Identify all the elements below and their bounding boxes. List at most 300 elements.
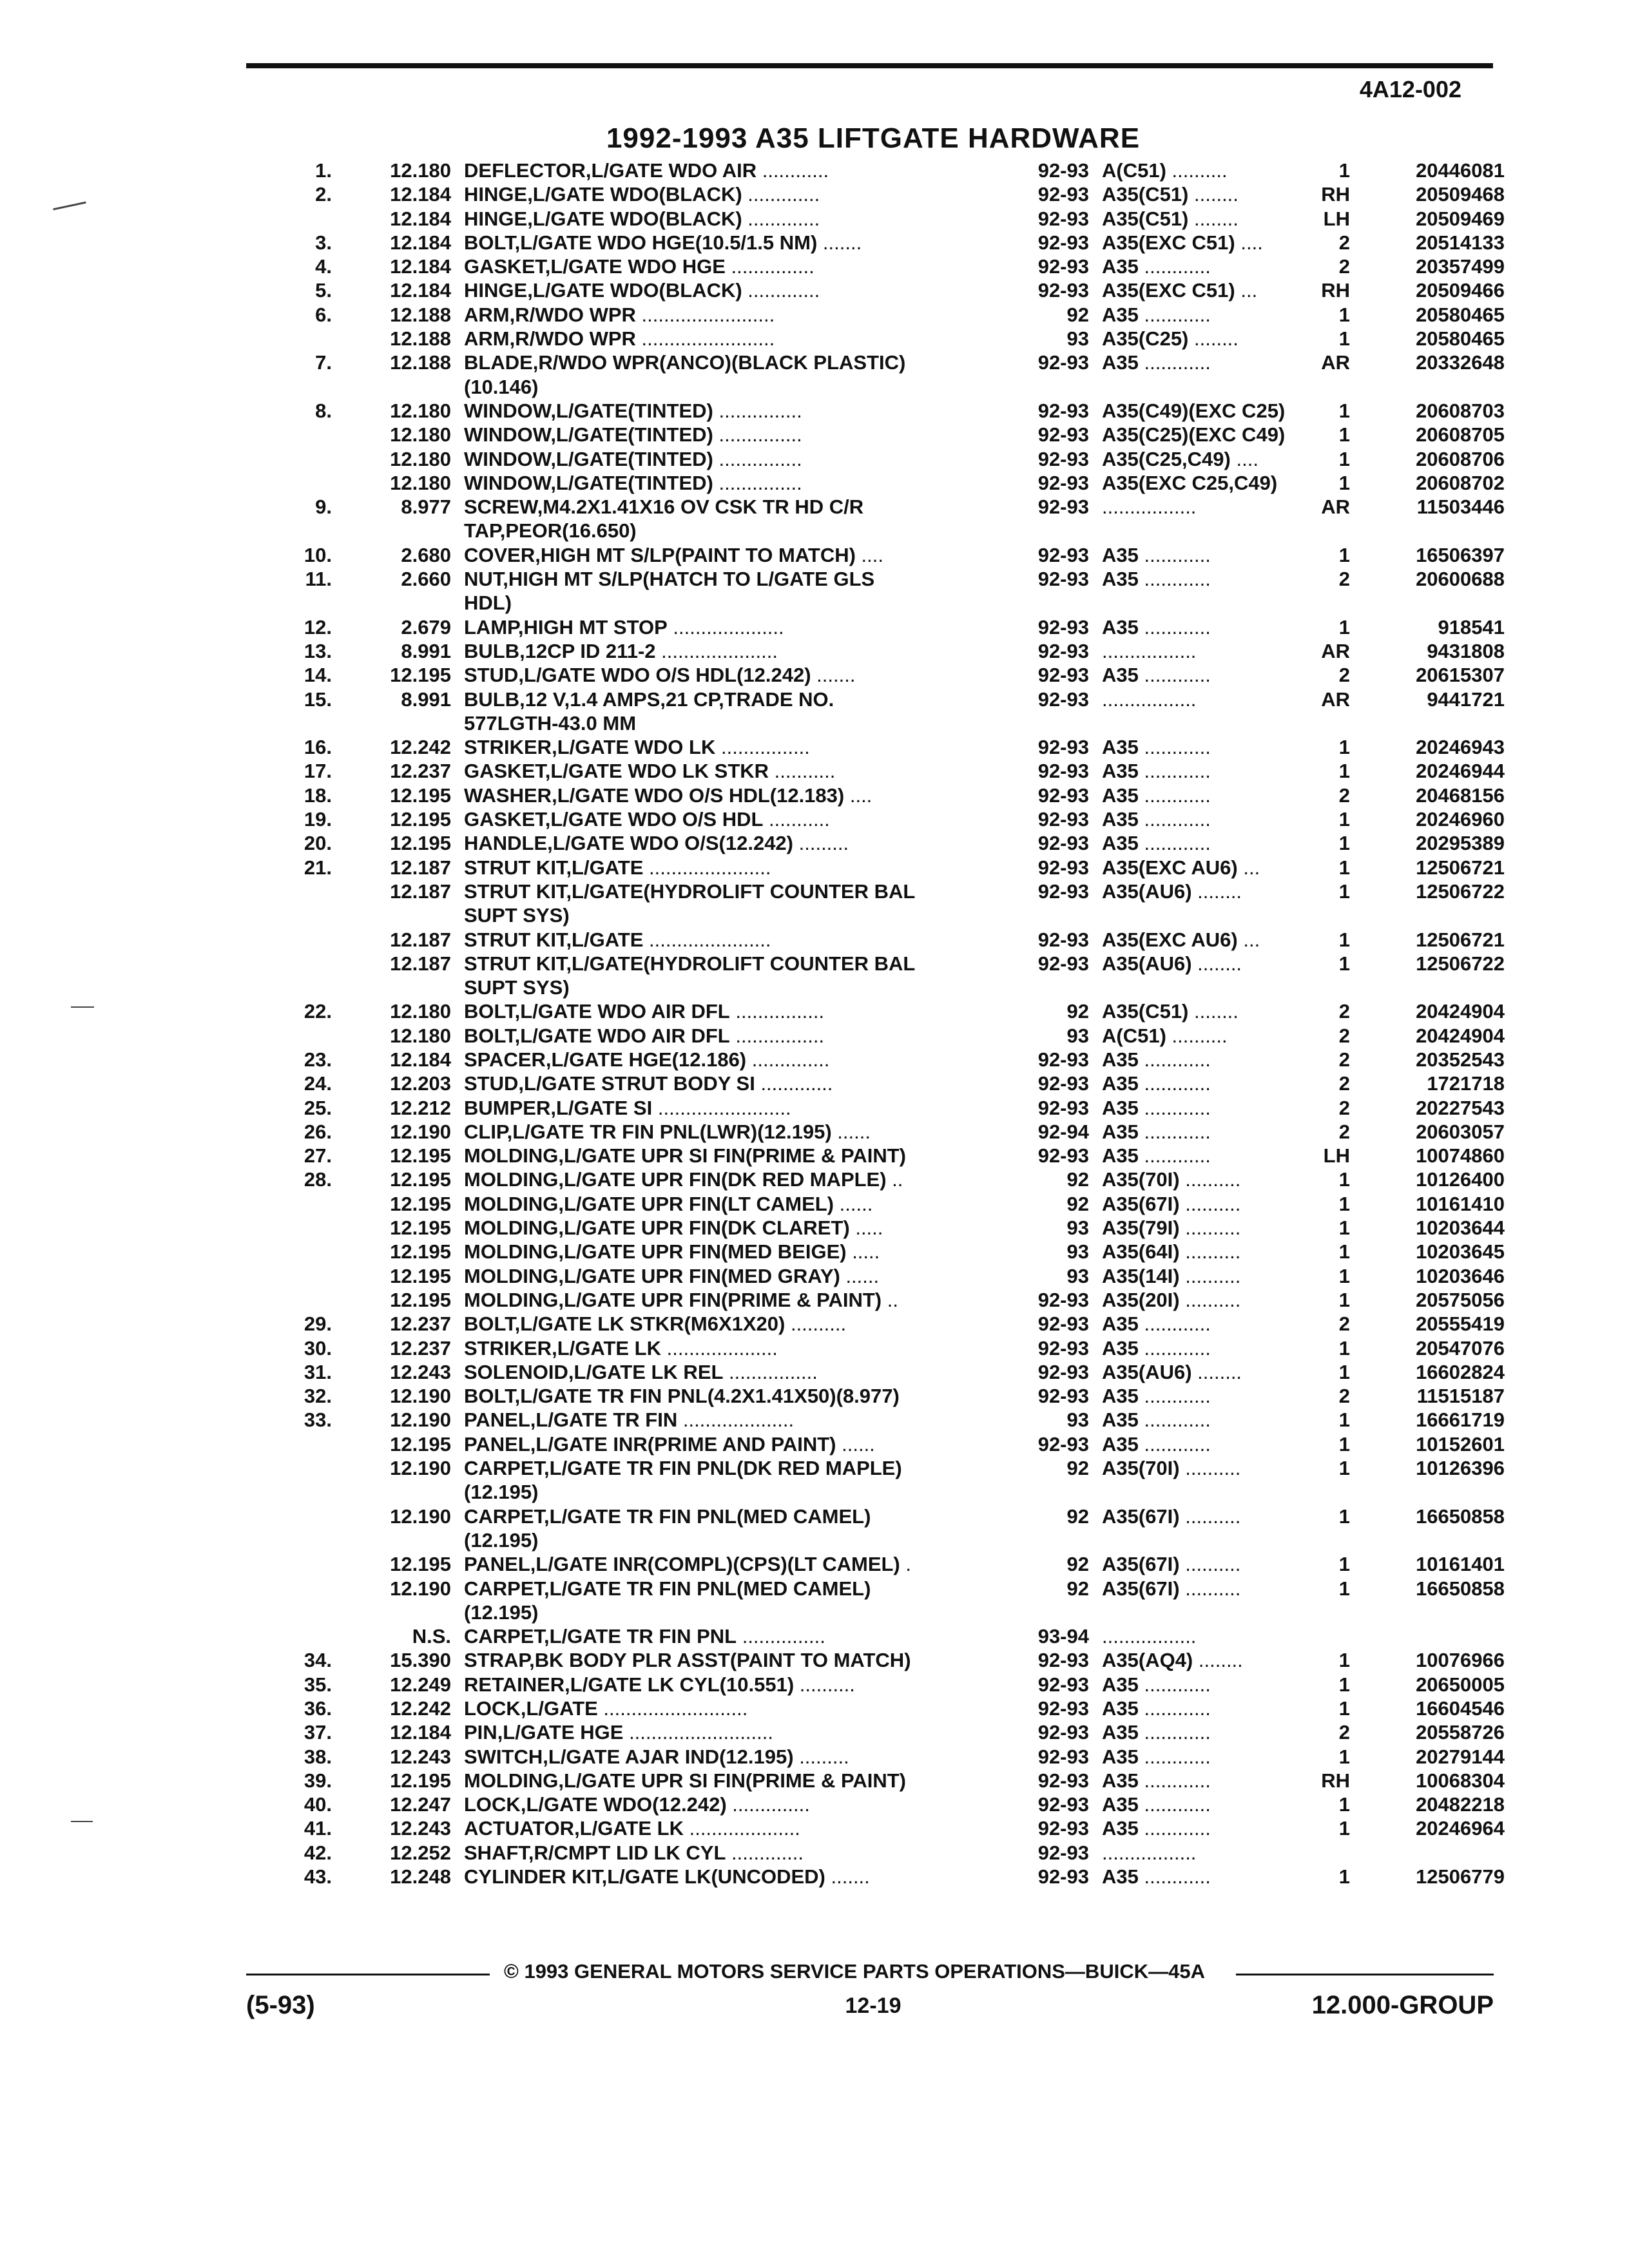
quantity	[1305, 975, 1350, 999]
table-row-continuation	[258, 519, 1505, 543]
part-detail: ,HIGH MT S/LP(HATCH TO L/GATE GLS	[503, 568, 875, 591]
group-number: 12.180	[390, 399, 451, 422]
part-detail: (12.195)	[464, 1600, 539, 1624]
quantity: 2	[1338, 255, 1350, 278]
part-name: MOLDING	[464, 1288, 559, 1311]
group-number: 12.243	[390, 1360, 451, 1383]
part-number: 20575056	[1416, 1288, 1505, 1311]
part-name: BULB	[464, 639, 520, 662]
group-number: 12.195	[390, 1216, 451, 1240]
quantity: 1	[1338, 159, 1350, 182]
model-option	[1089, 735, 1305, 759]
part-detail: ,BK BODY PLR ASST(PAINT TO MATCH)	[529, 1649, 911, 1672]
leader-dots: ............	[1138, 1096, 1211, 1119]
model-years: 92-93	[1037, 471, 1089, 494]
table-row	[258, 278, 1505, 302]
part-number	[1350, 903, 1505, 927]
model-option	[1089, 1577, 1305, 1600]
table-row	[258, 1552, 1505, 1576]
table-row	[258, 1360, 1505, 1384]
leader-dots: .................	[1102, 495, 1197, 519]
item-index: 1.	[315, 159, 332, 182]
leader-dots: ............	[1138, 783, 1211, 807]
option-code: A35	[1102, 1697, 1139, 1720]
part-detail: ,L/GATE UPR FIN(PRIME & PAINT)	[558, 1288, 882, 1311]
group-number: 15.390	[390, 1649, 451, 1672]
part-description	[451, 1673, 1008, 1696]
part-description	[451, 1312, 1008, 1336]
option-code: A35	[1102, 1721, 1139, 1744]
model-years: 92-93	[1037, 351, 1089, 374]
table-row	[258, 1769, 1505, 1792]
leader-dots: .............	[742, 183, 820, 206]
part-name: MOLDING	[464, 1168, 559, 1191]
part-description	[451, 1816, 1008, 1840]
date-code: (5-93)	[246, 1991, 315, 2019]
model-years: 93	[1066, 1216, 1089, 1240]
leader-dots: ............	[757, 159, 829, 182]
part-description	[451, 928, 1008, 952]
part-name: BUMPER	[464, 1096, 551, 1119]
leader-dots: ......	[836, 1432, 875, 1456]
table-row	[258, 999, 1505, 1023]
group-number: 12.195	[390, 1769, 451, 1792]
quantity: 1	[1338, 1336, 1350, 1360]
part-detail: ,L/GATE UPR FIN(MED GRAY)	[558, 1264, 840, 1287]
part-name: COVER	[464, 543, 535, 566]
quantity: 1	[1338, 1649, 1350, 1672]
table-row	[258, 831, 1505, 855]
table-row	[258, 1096, 1505, 1120]
margin-mark	[71, 1821, 93, 1822]
part-description	[451, 1480, 1008, 1504]
option-code: A35	[1102, 1312, 1139, 1336]
part-detail: ,L/GATE LK STKR(M6X1X20)	[514, 1312, 786, 1336]
model-years: 92-93	[1037, 1072, 1089, 1095]
item-index: 26.	[304, 1120, 332, 1143]
part-description	[451, 231, 1008, 255]
item-index: 38.	[304, 1745, 332, 1768]
part-number: 20509468	[1416, 183, 1505, 206]
leader-dots: .............	[755, 1072, 833, 1095]
part-number: 10126400	[1416, 1168, 1505, 1191]
quantity: 1	[1338, 303, 1350, 326]
leader-dots: ......	[840, 1264, 880, 1287]
model-option	[1089, 231, 1305, 255]
part-detail: ,L/GATE WDO HGE(10.5/1.5 NM)	[514, 231, 818, 254]
group-number: 8.991	[401, 639, 451, 662]
group-number	[332, 1528, 451, 1552]
model-option	[1089, 1360, 1305, 1384]
part-name: BOLT	[464, 1385, 515, 1408]
model-years: 92-93	[1037, 1385, 1089, 1408]
leader-dots: .......	[825, 1865, 870, 1888]
model-years: 92-93	[1037, 1288, 1089, 1311]
model-years: 92	[1066, 1577, 1089, 1600]
leader-dots: ............	[1138, 1408, 1211, 1432]
leader-dots: ...........	[769, 760, 836, 783]
model-years: 92-93	[1037, 1697, 1089, 1720]
part-number: 20608702	[1416, 471, 1505, 494]
part-number: 11503446	[1416, 495, 1505, 519]
part-detail: ,L/GATE INR(COMPL)(CPS)(LT CAMEL)	[530, 1553, 900, 1576]
option-code: A35	[1102, 255, 1139, 278]
part-number: 20603057	[1416, 1120, 1505, 1143]
leader-dots: ..........	[1179, 1264, 1241, 1287]
item-index: 35.	[304, 1673, 332, 1696]
part-number: 12506722	[1416, 952, 1505, 975]
option-code: A35(AQ4)	[1102, 1649, 1193, 1672]
table-row	[258, 1504, 1505, 1528]
quantity: 1	[1338, 760, 1350, 783]
leader-dots: ...............	[713, 471, 802, 494]
part-detail: ,L/GATE UPR FIN(DK RED MAPLE)	[558, 1168, 887, 1191]
part-number: 20555419	[1416, 1312, 1505, 1336]
part-number: 20608703	[1416, 399, 1505, 422]
quantity: 1	[1338, 399, 1350, 422]
group-number: 2.679	[401, 615, 451, 639]
item-index: 29.	[304, 1312, 332, 1336]
item-index	[258, 1432, 332, 1456]
leader-dots: ............	[1138, 543, 1211, 566]
table-row	[258, 1168, 1505, 1191]
part-detail: ,R/CMPT LID LK CYL	[528, 1841, 726, 1864]
model-years: 92-93	[1037, 447, 1089, 470]
item-index: 20.	[304, 832, 332, 855]
part-description	[451, 375, 1008, 399]
model-option	[1089, 783, 1305, 807]
part-number	[1350, 375, 1505, 399]
part-description	[451, 831, 1008, 855]
part-number: 20352543	[1416, 1048, 1505, 1071]
part-detail: ,L/GATE TR FIN PNL(4.2X1.41X50)(8.977)	[514, 1385, 900, 1408]
part-detail: ,L/GATE WDO(BLACK)	[527, 183, 742, 206]
model-years: 92-93	[1037, 1793, 1089, 1816]
part-number: 20246960	[1416, 808, 1505, 831]
part-name: WINDOW	[464, 471, 551, 494]
model-years: 93	[1066, 1264, 1089, 1287]
part-number	[1350, 519, 1505, 543]
leader-dots: .................	[1102, 1625, 1197, 1648]
part-detail: SUPT SYS)	[464, 976, 570, 999]
table-row	[258, 159, 1505, 182]
group-number: 12.249	[390, 1673, 451, 1696]
model-option	[1089, 159, 1305, 182]
leader-dots: ..........	[1179, 1240, 1241, 1264]
item-index: 7.	[315, 351, 332, 374]
part-name: HINGE	[464, 183, 528, 206]
model-years: 92-93	[1037, 928, 1089, 951]
option-code: A35(67I)	[1102, 1577, 1180, 1600]
leader-dots: ......	[834, 1192, 873, 1215]
parts-table	[258, 159, 1505, 1888]
table-row	[258, 783, 1505, 807]
leader-dots: ...............	[713, 399, 802, 422]
item-index: 33.	[304, 1408, 332, 1432]
leader-dots: ................	[715, 736, 810, 759]
quantity	[1305, 1624, 1350, 1648]
part-name: ARM	[464, 303, 510, 326]
part-number	[1350, 1528, 1505, 1552]
part-detail: ,L/GATE LK	[574, 1817, 684, 1840]
part-number	[1350, 1600, 1505, 1624]
item-index: 8.	[315, 399, 332, 422]
leader-dots: ............	[1138, 303, 1211, 326]
option-code: A35(C51)	[1102, 207, 1189, 230]
part-name: STUD	[464, 1072, 519, 1095]
option-code: A35	[1102, 760, 1139, 783]
part-detail: 577LGTH-43.0 MM	[464, 711, 637, 735]
item-index: 31.	[304, 1360, 332, 1383]
option-code: A35(67I)	[1102, 1192, 1180, 1215]
part-description	[451, 1696, 1008, 1720]
item-index	[258, 1504, 332, 1528]
leader-dots: ............	[1138, 1697, 1211, 1720]
model-years: 92	[1066, 1192, 1089, 1215]
quantity: 1	[1338, 1745, 1350, 1768]
model-option	[1089, 375, 1305, 399]
model-option	[1089, 591, 1305, 615]
part-number: 20608706	[1416, 447, 1505, 470]
part-number: 10203644	[1416, 1216, 1505, 1240]
group-number: 12.195	[390, 1168, 451, 1191]
model-years: 92-93	[1037, 856, 1089, 879]
option-code: A35	[1102, 1673, 1139, 1696]
quantity: RH	[1321, 1769, 1350, 1792]
group-number: 12.180	[390, 1000, 451, 1023]
group-number: 12.184	[390, 207, 451, 230]
model-years	[1008, 1600, 1089, 1624]
model-years: 92-93	[1037, 1360, 1089, 1383]
item-index	[258, 1288, 332, 1312]
part-name: GASKET	[464, 760, 545, 783]
group-number: 12.203	[390, 1072, 451, 1095]
part-number	[1350, 1841, 1505, 1865]
model-option	[1089, 1024, 1305, 1048]
part-name: STRUT KIT	[464, 952, 566, 975]
table-row	[258, 1216, 1505, 1240]
model-years: 92-93	[1037, 783, 1089, 807]
copyright-notice: © 1993 GENERAL MOTORS SERVICE PARTS OPERATIONS—BUICK—45A	[504, 1960, 1205, 1983]
part-detail: ,L/GATE LK	[552, 1336, 661, 1360]
part-number: 20227543	[1416, 1096, 1505, 1119]
part-name: CARPET	[464, 1504, 545, 1528]
model-option	[1089, 615, 1305, 639]
leader-dots: ............	[1138, 1793, 1211, 1816]
model-years: 93	[1066, 1240, 1089, 1264]
option-code: A35	[1102, 832, 1139, 855]
part-description	[451, 1552, 1008, 1576]
part-detail: ,L/GATE WDO O/S(12.242)	[547, 832, 793, 855]
part-description	[451, 1384, 1008, 1408]
leader-dots: ..	[882, 1288, 898, 1311]
part-number: 10068304	[1416, 1769, 1505, 1792]
part-description	[451, 1216, 1008, 1240]
group-number	[332, 1600, 451, 1624]
group-number: 12.180	[390, 1024, 451, 1047]
leader-dots: .....................	[655, 639, 778, 662]
part-detail: ,L/GATE LK(UNCODED)	[601, 1865, 825, 1888]
table-row	[258, 879, 1505, 903]
group-number	[332, 375, 451, 399]
part-detail: ,L/GATE WDO(BLACK)	[527, 279, 742, 302]
model-option	[1089, 663, 1305, 687]
option-code: A35(C25)(EXC C49)	[1102, 423, 1286, 447]
leader-dots: ............	[1138, 568, 1211, 591]
model-years: 92-93	[1037, 159, 1089, 182]
table-row	[258, 207, 1505, 231]
option-code: A35	[1102, 664, 1139, 687]
part-description	[451, 1168, 1008, 1191]
part-description	[451, 327, 1008, 351]
option-code: A35(AU6)	[1102, 879, 1192, 903]
leader-dots: ............	[1138, 351, 1211, 374]
item-index	[258, 447, 332, 471]
leader-dots: ............	[1138, 1072, 1211, 1095]
part-description	[451, 1072, 1008, 1095]
part-name: MOLDING	[464, 1240, 559, 1264]
quantity: 1	[1338, 879, 1350, 903]
model-years	[1008, 591, 1089, 615]
item-index: 19.	[304, 808, 332, 831]
group-number: 12.237	[390, 1336, 451, 1360]
item-index	[258, 423, 332, 447]
part-number: 9441721	[1427, 687, 1505, 711]
item-index	[258, 1577, 332, 1600]
item-index: 30.	[304, 1336, 332, 1360]
quantity: 1	[1338, 471, 1350, 494]
table-row	[258, 327, 1505, 351]
page-code: 4A12-002	[1359, 76, 1461, 102]
model-option	[1089, 1168, 1305, 1191]
part-number: 10161410	[1416, 1192, 1505, 1215]
table-row	[258, 1024, 1505, 1048]
part-number: 20468156	[1416, 783, 1505, 807]
model-years: 92-93	[1037, 687, 1089, 711]
item-index: 11.	[305, 568, 332, 591]
leader-dots: ..........	[1166, 159, 1228, 182]
model-years: 92-93	[1037, 231, 1089, 254]
leader-dots: ...............	[713, 423, 802, 447]
group-number: 12.195	[390, 1192, 451, 1215]
quantity	[1305, 1841, 1350, 1865]
model-option	[1089, 1504, 1305, 1528]
table-row-continuation	[258, 711, 1505, 735]
item-index	[258, 952, 332, 975]
table-row	[258, 1144, 1505, 1168]
table-row	[258, 567, 1505, 591]
option-code: A35(C49)(EXC C25)	[1102, 399, 1286, 422]
option-code: A35(EXC C51)	[1102, 279, 1235, 302]
leader-dots: ....................	[667, 615, 784, 639]
option-code: A35	[1102, 1120, 1139, 1143]
part-detail: ,L/GATE UPR FIN(LT CAMEL)	[558, 1192, 834, 1215]
quantity: 2	[1338, 1072, 1350, 1095]
part-description	[451, 663, 1008, 687]
part-detail: ,L/GATE LK REL	[568, 1360, 724, 1383]
model-years: 92-93	[1037, 207, 1089, 230]
option-code: A35(C25,C49)	[1102, 447, 1231, 470]
leader-dots: ...........	[763, 808, 830, 831]
leader-dots: ........................	[635, 303, 775, 326]
option-code: A35(20I)	[1102, 1288, 1180, 1311]
part-number: 12506779	[1416, 1865, 1505, 1888]
leader-dots: ............	[1138, 1673, 1211, 1696]
model-years	[1008, 1480, 1089, 1504]
table-row	[258, 663, 1505, 687]
part-number: 20558726	[1416, 1721, 1505, 1744]
model-years: 92-93	[1037, 279, 1089, 302]
option-code: A35	[1102, 1048, 1139, 1071]
part-number: 20446081	[1416, 159, 1505, 182]
table-row-continuation	[258, 591, 1505, 615]
quantity: 2	[1338, 1120, 1350, 1143]
group-number: 12.187	[390, 879, 451, 903]
group-number: N.S.	[412, 1625, 451, 1648]
model-option	[1089, 327, 1305, 351]
item-index	[258, 1552, 332, 1576]
model-option	[1089, 928, 1305, 952]
model-option	[1089, 519, 1305, 543]
quantity: 2	[1338, 1048, 1350, 1071]
group-number: 12.242	[390, 736, 451, 759]
group-number: 12.184	[390, 1721, 451, 1744]
model-years: 92-93	[1037, 255, 1089, 278]
leader-dots: .................	[1102, 687, 1197, 711]
part-description	[451, 1841, 1008, 1865]
leader-dots: ..............	[746, 1048, 830, 1071]
part-name: HINGE	[464, 207, 528, 230]
part-description	[451, 1648, 1008, 1672]
item-index: 23.	[304, 1048, 332, 1071]
part-description	[451, 1624, 1008, 1648]
part-name: DEFLECTOR	[464, 159, 586, 182]
model-option	[1089, 471, 1305, 495]
part-name: MOLDING	[464, 1144, 559, 1168]
quantity: 1	[1338, 1457, 1350, 1480]
model-years: 92-93	[1037, 1312, 1089, 1336]
leader-dots: ...	[1237, 928, 1260, 951]
leader-dots: ......................	[643, 856, 771, 879]
leader-dots: ............	[1138, 1048, 1211, 1071]
part-number: 11515187	[1416, 1385, 1505, 1408]
leader-dots: ...............	[737, 1625, 825, 1648]
part-description	[451, 471, 1008, 495]
item-index	[258, 975, 332, 999]
part-description	[451, 1745, 1008, 1769]
part-detail: ,L/GATE	[520, 1697, 598, 1720]
part-detail: ,R/WDO WPR	[509, 303, 636, 326]
page-title: 1992-1993 A35 LIFTGATE HARDWARE	[606, 122, 1141, 154]
group-number	[332, 711, 451, 735]
table-row	[258, 423, 1505, 447]
item-index: 37.	[304, 1721, 332, 1744]
leader-dots: ............	[1138, 1865, 1211, 1888]
model-option	[1089, 1288, 1305, 1312]
part-number: 20509469	[1416, 207, 1505, 230]
part-name: CLIP	[464, 1120, 507, 1143]
part-description	[451, 687, 1008, 711]
option-code: A35	[1102, 1432, 1139, 1456]
model-option	[1089, 1384, 1305, 1408]
option-code: A35(79I)	[1102, 1216, 1180, 1240]
margin-mark	[53, 202, 86, 211]
item-index: 32.	[304, 1385, 332, 1408]
table-row	[258, 1408, 1505, 1432]
part-detail: ,L/GATE WDO HGE	[545, 255, 726, 278]
part-name: ARM	[464, 327, 510, 351]
model-option	[1089, 255, 1305, 278]
